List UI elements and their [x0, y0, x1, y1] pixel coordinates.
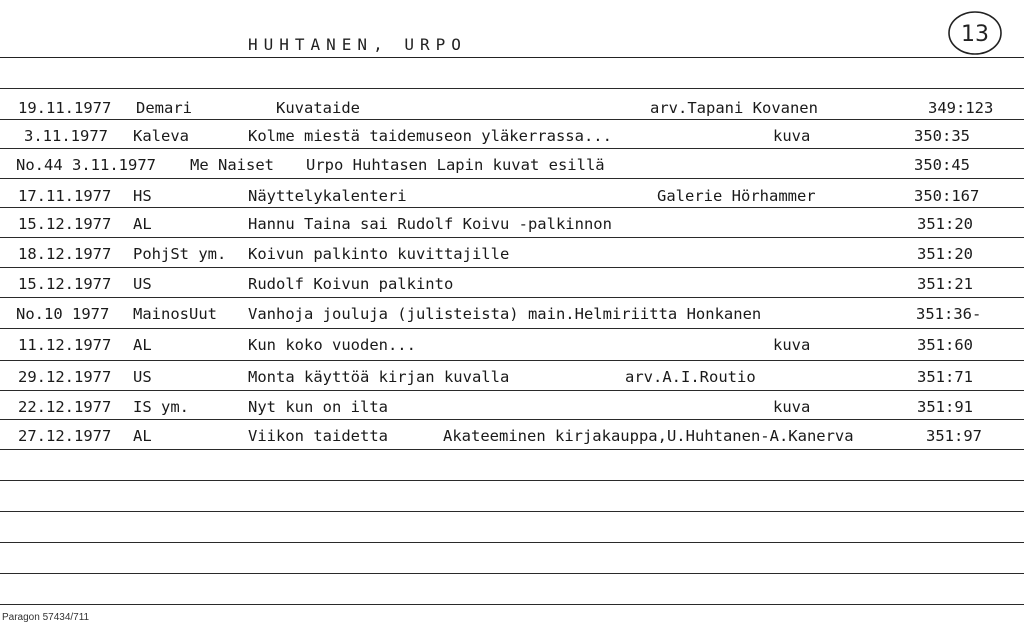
ruled-line: [0, 390, 1024, 391]
entry-title: Kun koko vuoden...: [248, 336, 416, 354]
entry-reference: 351:60: [917, 336, 973, 354]
table-row: [0, 154, 1024, 176]
entry-title: Rudolf Koivun palkinto: [248, 275, 454, 293]
table-row: [0, 273, 1024, 295]
ruled-line: [0, 328, 1024, 329]
entry-source: AL: [133, 336, 152, 354]
card-footer: Paragon 57434/711: [2, 612, 90, 623]
card-number: 13: [961, 22, 989, 47]
table-row: [0, 243, 1024, 265]
entry-note: arv.Tapani Kovanen: [650, 99, 818, 117]
entry-date: 15.12.1977: [18, 215, 112, 233]
table-row: [0, 334, 1024, 356]
entry-date: 18.12.1977: [18, 245, 112, 263]
entry-date: 15.12.1977: [18, 275, 112, 293]
entry-title: Urpo Huhtasen Lapin kuvat esillä: [306, 156, 605, 174]
entry-source: US: [133, 275, 152, 293]
entry-source: IS ym.: [133, 398, 189, 416]
ruled-line: [0, 604, 1024, 605]
entry-source: US: [133, 368, 152, 386]
table-row: [0, 125, 1024, 147]
table-row: [0, 303, 1024, 325]
ruled-line: [0, 542, 1024, 543]
ruled-line: [0, 419, 1024, 420]
entry-source: PohjSt ym.: [133, 245, 227, 263]
entry-note: kuva: [773, 398, 811, 416]
entry-source: MainosUut: [133, 305, 217, 323]
ruled-line: [0, 449, 1024, 450]
entry-note: Galerie Hörhammer: [657, 187, 816, 205]
entry-source: Demari: [136, 99, 192, 117]
entry-reference: 349:123: [928, 99, 994, 117]
entry-title: Koivun palkinto kuvittajille: [248, 245, 510, 263]
entry-title: Monta käyttöä kirjan kuvalla: [248, 368, 510, 386]
entry-date: 17.11.1977: [18, 187, 112, 205]
entry-source: Kaleva: [133, 127, 189, 145]
entry-reference: 351:21: [917, 275, 973, 293]
ruled-line: [0, 360, 1024, 361]
entry-source: HS: [133, 187, 152, 205]
ruled-line: [0, 480, 1024, 481]
card-number-stamp: [946, 8, 1004, 58]
table-row: [0, 366, 1024, 388]
entry-date: 3.11.1977: [24, 127, 108, 145]
entry-reference: 351:36-: [916, 305, 982, 323]
entry-reference: 351:97: [926, 427, 982, 445]
header-rule: [0, 57, 1024, 58]
table-row: [0, 396, 1024, 418]
entry-source: Me Naiset: [190, 156, 274, 174]
entry-date: 19.11.1977: [18, 99, 112, 117]
entry-note: kuva: [773, 336, 811, 354]
ruled-line: [0, 119, 1024, 120]
ruled-line: [0, 237, 1024, 238]
ruled-line: [0, 178, 1024, 179]
entry-date: 29.12.1977: [18, 368, 112, 386]
entry-note: Akateeminen kirjakauppa,U.Huhtanen-A.Kanerva: [443, 427, 854, 445]
entry-reference: 351:91: [917, 398, 973, 416]
entry-reference: 351:20: [917, 215, 973, 233]
ruled-line: [0, 511, 1024, 512]
entry-source: AL: [133, 427, 152, 445]
entry-title: Kolme miestä taidemuseon yläkerrassa...: [248, 127, 612, 145]
entry-note: kuva: [773, 127, 811, 145]
entry-note: arv.A.I.Routio: [625, 368, 756, 386]
entry-reference: 351:71: [917, 368, 973, 386]
entry-title: Vanhoja jouluja (julisteista) main.Helmiriitta Honkanen: [248, 305, 762, 323]
entry-title: Hannu Taina sai Rudolf Koivu -palkinnon: [248, 215, 612, 233]
entry-date: 11.12.1977: [18, 336, 112, 354]
entry-reference: 351:20: [917, 245, 973, 263]
entry-title: Viikon taidetta: [248, 427, 388, 445]
ruled-line: [0, 148, 1024, 149]
ruled-line: [0, 573, 1024, 574]
entry-reference: 350:35: [914, 127, 970, 145]
table-row: [0, 213, 1024, 235]
ruled-line: [0, 207, 1024, 208]
entry-date: No.44 3.11.1977: [16, 156, 156, 174]
entry-date: No.10 1977: [16, 305, 110, 323]
ruled-line: [0, 88, 1024, 89]
table-row: [0, 185, 1024, 207]
entry-date: 22.12.1977: [18, 398, 112, 416]
entry-reference: 350:45: [914, 156, 970, 174]
ruled-line: [0, 267, 1024, 268]
table-row: [0, 425, 1024, 447]
entry-date: 27.12.1977: [18, 427, 112, 445]
entry-title: Nyt kun on ilta: [248, 398, 388, 416]
ruled-line: [0, 297, 1024, 298]
entry-title: Kuvataide: [276, 99, 360, 117]
card-title: HUHTANEN, URPO: [248, 35, 467, 54]
entry-reference: 350:167: [914, 187, 980, 205]
entry-source: AL: [133, 215, 152, 233]
table-row: [0, 97, 1024, 119]
entry-title: Näyttelykalenteri: [248, 187, 407, 205]
